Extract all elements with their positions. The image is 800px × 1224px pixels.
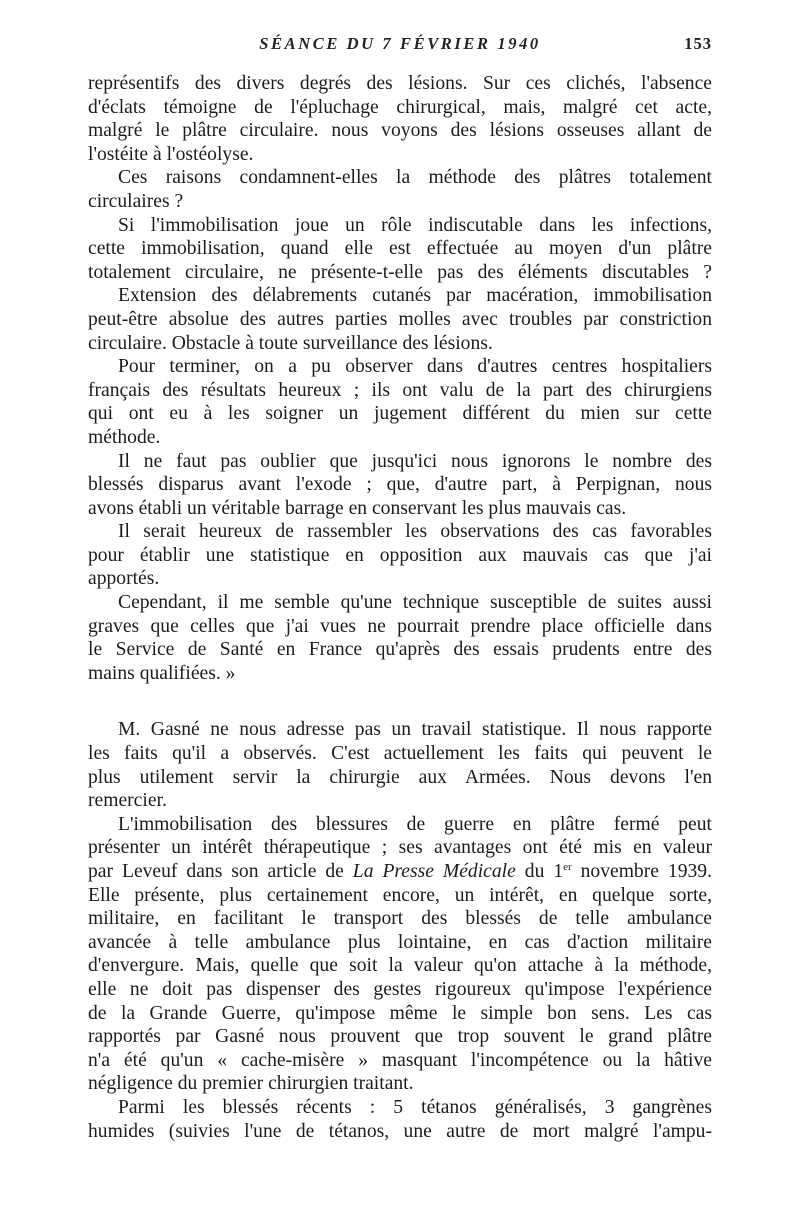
text-line: circulaire. Obstacle à toute surveillance des lésions. xyxy=(88,332,493,354)
text-fragment: novembre 1939. xyxy=(571,861,712,882)
page-number: 153 xyxy=(684,34,712,53)
journal-title: La Presse Médicale xyxy=(352,861,516,882)
ordinal-superscript: er xyxy=(563,861,572,873)
text-line: apportés. xyxy=(88,568,160,590)
text-line: blessés disparus avant l'exode ; que, d'autre part, à Perpignan, nous xyxy=(88,474,712,496)
text-line: avancée à telle ambulance plus lointaine, en cas d'action militaire xyxy=(88,931,712,953)
text-line: plus utilement servir la chirurgie aux Armées. Nous devons l'en xyxy=(88,766,712,788)
text-line: les faits qu'il a observés. C'est actuellement les faits qui peuvent le xyxy=(88,743,712,765)
text-line: méthode. xyxy=(88,426,161,448)
text-line: Il ne faut pas oublier que jusqu'ici nous ignorons le nombre des xyxy=(118,450,712,472)
text-line: humides (suivies l'une de tétanos, une autre de mort malgré l'ampu- xyxy=(88,1120,712,1142)
text-line: peut-être absolue des autres parties molles avec troubles par constriction xyxy=(88,308,712,330)
text-line: L'immobilisation des blessures de guerre en plâtre fermé peut xyxy=(118,813,712,835)
text-line: Si l'immobilisation joue un rôle indiscutable dans les infections, xyxy=(118,214,712,236)
text-line: le Service de Santé en France qu'après des essais prudents entre des xyxy=(88,639,712,661)
text-line: mains qualifiées. » xyxy=(88,662,236,684)
text-line: présenter un intérêt thérapeutique ; ses avantages ont été mis en valeur xyxy=(88,837,712,859)
text-line: remercier. xyxy=(88,790,167,812)
text-line: elle ne doit pas dispenser des gestes rigoureux qu'impose l'expérience xyxy=(88,978,712,1000)
text-fragment: par Leveuf dans son article de xyxy=(88,861,353,882)
text-line: Pour terminer, on a pu observer dans d'autres centres hospitaliers xyxy=(118,356,712,378)
running-head xyxy=(0,34,800,58)
text-line: représentifs des divers degrés des lésions. Sur ces clichés, l'absence xyxy=(88,73,712,94)
running-title: SÉANCE DU 7 FÉVRIER 1940 xyxy=(259,34,541,53)
text-line: Elle présente, plus certainement encore, un intérêt, en quelque sorte, xyxy=(88,884,712,906)
text-line xyxy=(88,860,712,884)
text-line: négligence du premier chirurgien traitant. xyxy=(88,1073,414,1095)
text-line: Cependant, il me semble qu'une technique susceptible de suites aussi xyxy=(118,592,712,614)
text-fragment: du 1 xyxy=(515,861,564,882)
text-line: M. Gasné ne nous adresse pas un travail statistique. Il nous rapporte xyxy=(118,719,712,741)
text-line: d'envergure. Mais, quelle que soit la valeur qu'on attache à la méthode, xyxy=(88,955,712,977)
text-line: rapportés par Gasné nous prouvent que trop souvent le grand plâtre xyxy=(88,1026,712,1048)
paragraph-gap xyxy=(88,685,712,718)
text-line: circulaires ? xyxy=(88,190,184,212)
text-line: Extension des délabrements cutanés par macération, immobilisation xyxy=(118,285,712,307)
text-line: militaire, en facilitant le transport des blessés de telle ambulance xyxy=(88,908,712,930)
text-line: malgré le plâtre circulaire. nous voyons des lésions osseuses allant de xyxy=(88,120,712,142)
text-line: graves que celles que j'ai vues ne pourrait prendre place officielle dans xyxy=(88,615,712,637)
text-line: pour établir une statistique en opposition aux mauvais cas que j'ai xyxy=(88,544,712,566)
body-text xyxy=(88,72,712,1143)
text-line: Parmi les blessés récents : 5 tétanos généralisés, 3 gangrènes xyxy=(118,1096,712,1118)
text-line: avons établi un véritable barrage en conservant les plus mauvais cas. xyxy=(88,497,627,519)
text-line: de la Grande Guerre, qu'impose même le simple bon sens. Les cas xyxy=(88,1002,712,1024)
text-line: Ces raisons condamnent-elles la méthode des plâtres totalement xyxy=(118,167,712,189)
text-line: d'éclats témoigne de l'épluchage chirurgical, mais, malgré cet acte, xyxy=(88,96,712,118)
text-line: français des résultats heureux ; ils ont valu de la part des chirurgiens xyxy=(88,379,712,401)
text-line: Il serait heureux de rassembler les observations des cas favorables xyxy=(118,521,712,543)
text-line: n'a été qu'un « cache-misère » masquant l'incompétence ou la hâtive xyxy=(88,1049,712,1071)
text-line: l'ostéite à l'ostéolyse. xyxy=(88,143,254,165)
text-line: totalement circulaire, ne présente-t-elle pas des éléments discutables ? xyxy=(88,261,712,283)
text-line: qui ont eu à les soigner un jugement différent du mien sur cette xyxy=(88,403,712,425)
text-line: cette immobilisation, quand elle est effectuée au moyen d'un plâtre xyxy=(88,238,712,260)
